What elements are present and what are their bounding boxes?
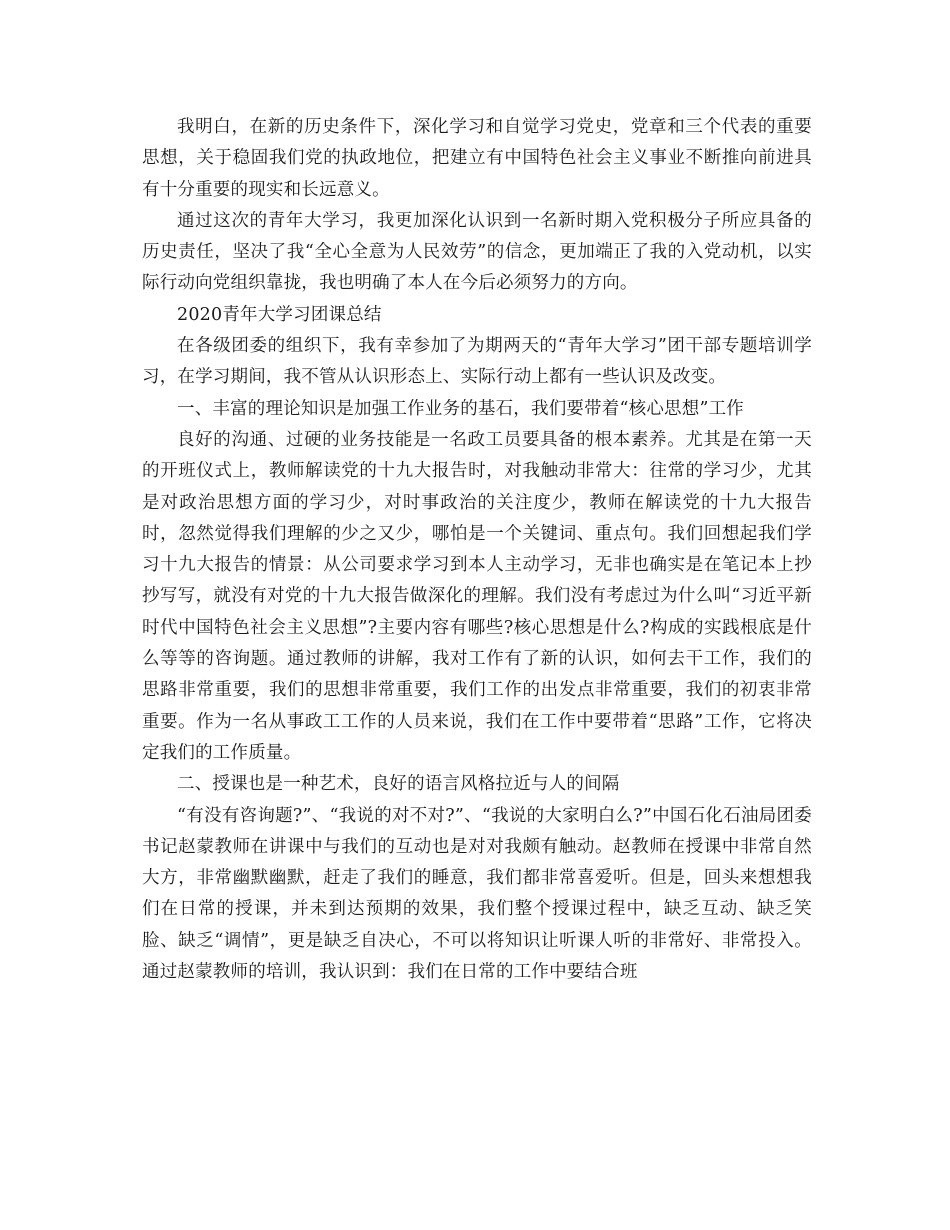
document-body <box>142 112 812 988</box>
paragraph-party-history: 我明白，在新的历史条件下，深化学习和自觉学习党史，党章和三个代表的重要思想，关于稳固我们党的执政地位，把建立有中国特色社会主义事业不断推向前进具有十分重要的现实和长远意义。 <box>142 117 812 200</box>
heading-point-two: 二、授课也是一种艺术，良好的语言风格拉近与人的间隔 <box>177 774 620 795</box>
heading-point-one: 一、丰富的理论知识是加强工作业务的基石，我们要带着“核心思想”工作 <box>177 398 744 419</box>
paragraph-youth-study-reflection: 通过这次的青年大学习，我更加深化认识到一名新时期入党积极分子所应具备的历史责任，坚决了我“全心全意为人民效劳”的信念，更加端正了我的入党动机，以实际行动向党组织靠拢，我也明确了本人在今后必须努力的方向。 <box>142 210 812 294</box>
paragraph-training-intro: 在各级团委的组织下，我有幸参加了为期两天的“青年大学习”团干部专题培训学习，在学习期间，我不管从认识形态上、实际行动上都有一些认识及改变。 <box>142 336 812 388</box>
paragraph-point-two-body: “有没有咨询题?”、“我说的对不对?”、“我说的大家明白么?”中国石化石油局团委书记赵蒙教师在讲课中与我们的互动也是对对我颇有触动。赵教师在授课中非常自然大方，非常幽默幽默，赶走了我们的睡意，我们都非常喜爱听。但是，回头来想想我们在日常的授课，并未到达预期的效果，我们整个授课过程中，缺乏互动、缺乏笑脸、缺乏“调情”，更是缺乏自决心，不可以将知识让听课人听的非常好、非常投入。通过赵蒙教师的培训，我认识到：我们在日常的工作中要结合班 <box>142 805 812 983</box>
paragraph-point-one-body: 良好的沟通、过硬的业务技能是一名政工员要具备的根本素养。尤其是在第一天的开班仪式上，教师解读党的十九大报告时，对我触动非常大：往常的学习少，尤其是对政治思想方面的学习少，对时事政治的关注度少，教师在解读党的十九大报告时，忽然觉得我们理解的少之又少，哪怕是一个关键词、重点句。我们回想起我们学习十九大报告的情景：从公司要求学习到本人主动学习，无非也确实是在笔记本上抄抄写写，就没有对党的十九大报告做深化的理解。我们没有考虑过为什么叫“习近平新时代中国特色社会主义思想”?主要内容有哪些?核心思想是什么?构成的实践根底是什么等等的咨询题。通过教师的讲解，我对工作有了新的认识，如何去干工作，我们的思路非常重要，我们的思想非常重要，我们工作的出发点非常重要，我们的初衷非常重要。作为一名从事政工工作的人员来说，我们在工作中要带着“思路”工作，它将决定我们的工作质量。 <box>142 429 812 763</box>
section-title: 2020青年大学习团课总结 <box>177 304 382 325</box>
